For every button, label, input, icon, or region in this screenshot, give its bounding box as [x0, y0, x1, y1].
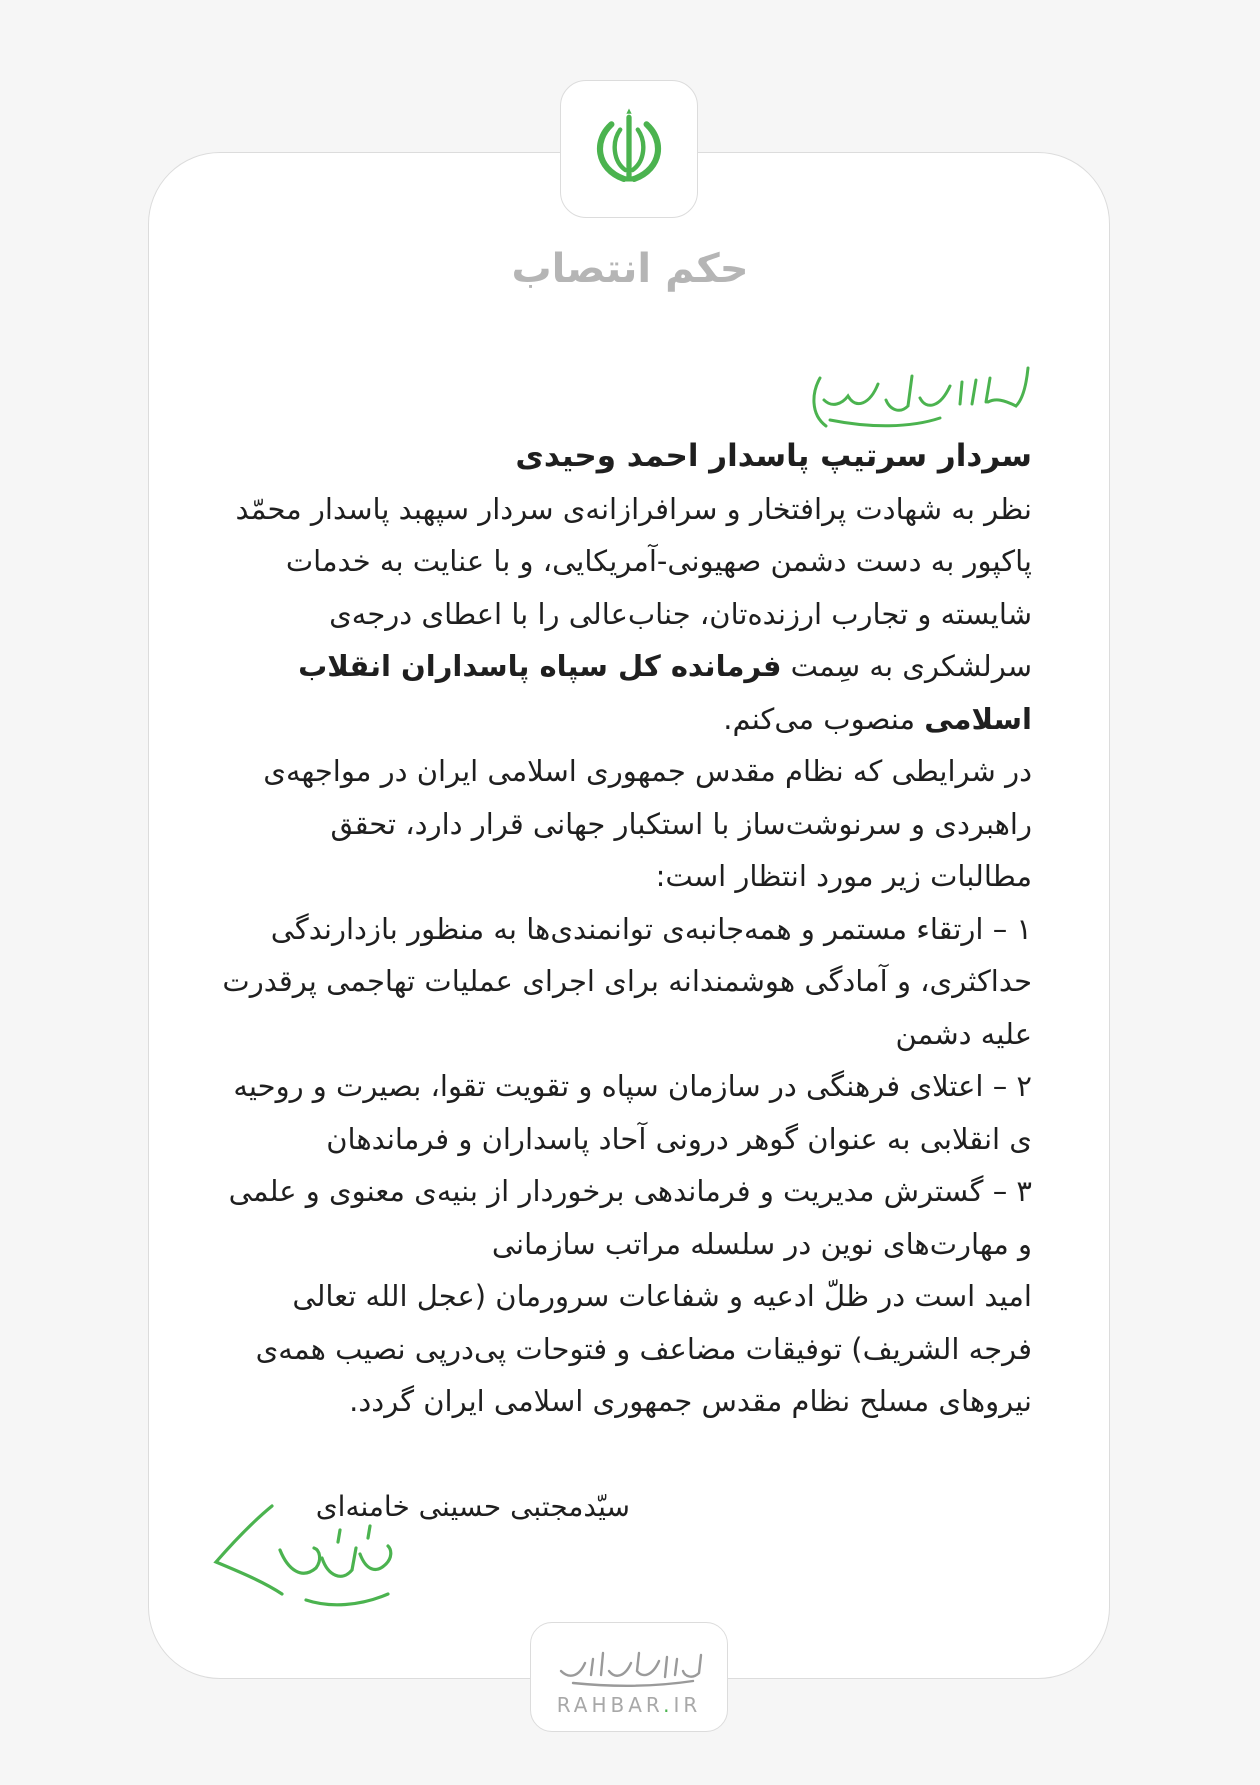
handwritten-signature: [210, 1490, 400, 1620]
appointment-text-end: منصوب می‌کنم.: [723, 701, 925, 736]
closing-paragraph: امید است در ظلّ ادعیه و شفاعات سرورمان (عجل الله تعالی فرجه الشریف) توفیقات مضاعف و فتوحات پی‌درپی نصیب همه‌ی نیروهای مسلح نظام مقدس جمهوری اسلامی ایران گردد.: [255, 1279, 1032, 1418]
appointment-text: نظر به شهادت پرافتخار و سرافرازانه‌ی سردار سپهبد پاسدار محمّد پاکپور به دست دشمن صهیونی-آمریکایی، و با عنایت به خدمات شایسته و تجارب ارزنده‌تان، جناب‌عالی را با اعطای درجه‌ی سرلشکری به سِمت: [235, 491, 1032, 683]
expectation-item-1: ۱ – ارتقاء مستمر و همه‌جانبه‌ی توانمندی‌ها به منظور بازدارندگی حداکثری، و آمادگی هوشمندانه برای اجرای عملیات تهاجمی پرقدرت علیه دشمن: [222, 911, 1032, 1051]
appointment-position: فرمانده کل سپاه پاسداران انقلاب اسلامی: [298, 649, 1032, 736]
signer-name: سیّدمجتبی حسینی خامنه‌ای: [315, 1490, 630, 1523]
appointment-paragraph: [220, 483, 1032, 746]
rahbar-media-badge: [530, 1622, 728, 1732]
expectation-item-3: ۳ – گسترش مدیریت و فرماندهی برخوردار از بنیه‌ی معنوی و علمی و مهارت‌های نوین در سلسله مراتب سازمانی: [228, 1174, 1032, 1261]
iran-emblem-icon: [585, 105, 673, 193]
expectations-intro: در شرایطی که نظام مقدس جمهوری اسلامی ایران در مواجهه‌ی راهبردی و سرنوشت‌ساز با استکبار جهانی قرار دارد، تحقق مطالبات زیر مورد انتظار است:: [263, 754, 1032, 893]
rahbar-url: RAHBAR.IR: [556, 1693, 702, 1717]
emblem-badge: [560, 80, 698, 218]
decree-body: [220, 430, 1032, 1428]
rahbar-logo-calligraphy: [553, 1645, 707, 1687]
basmala-calligraphy: [790, 348, 1040, 438]
expectation-item-2: ۲ – اعتلای فرهنگی در سازمان سپاه و تقویت تقوا، بصیرت و روحیه ی انقلابی به عنوان گوهر درونی آحاد پاسداران و فرماندهان: [233, 1069, 1032, 1156]
document-title: حکم انتصاب: [511, 246, 749, 292]
addressee: سردار سرتیپ پاسدار احمد وحیدی: [515, 438, 1032, 474]
